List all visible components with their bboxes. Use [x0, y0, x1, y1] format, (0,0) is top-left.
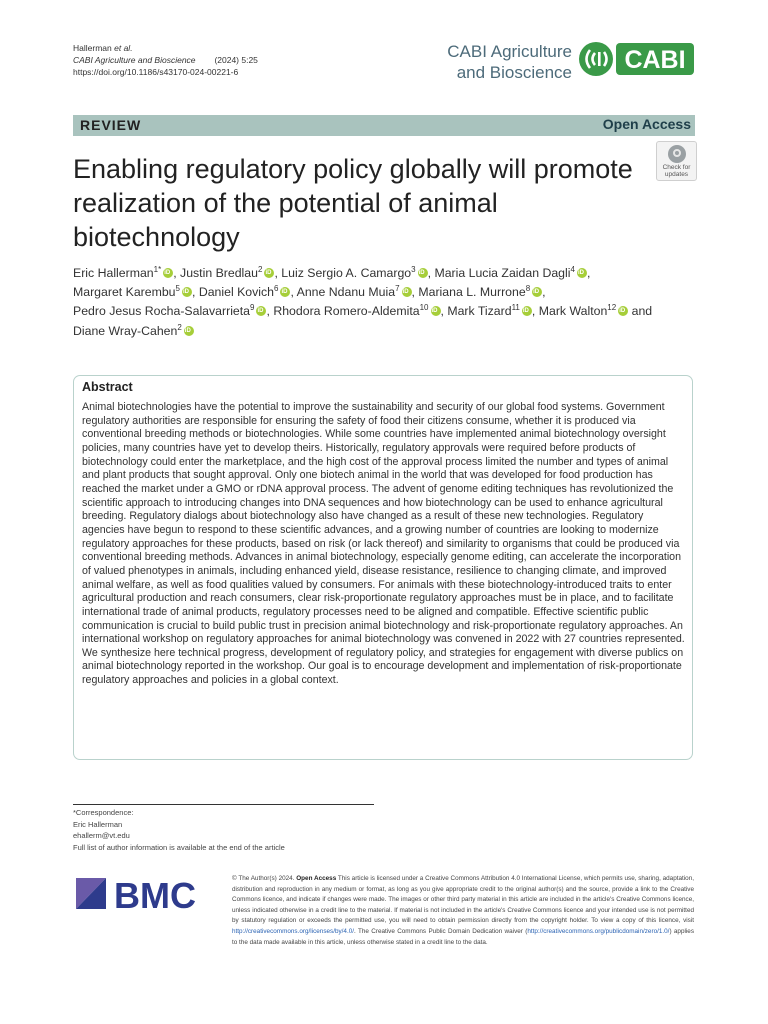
cabi-logo: [578, 40, 695, 78]
orcid-icon[interactable]: [431, 306, 441, 316]
orcid-icon[interactable]: [402, 287, 412, 297]
orcid-icon[interactable]: [522, 306, 532, 316]
journal-name: CABI Agriculture and Bioscience: [447, 42, 572, 82]
article-title: Enabling regulatory policy globally will promote realization of the potential of animal biotechnology: [73, 154, 633, 252]
header-doi-link[interactable]: https://doi.org/10.1186/s43170-024-00221-6: [73, 67, 239, 77]
cabi-logo-text: CABI: [624, 46, 686, 74]
open-access-label: Open Access: [602, 116, 691, 132]
author-name[interactable]: Maria Lucia Zaidan Dagli: [434, 266, 571, 280]
running-header: [73, 42, 258, 78]
author-name[interactable]: Eric Hallerman: [73, 266, 154, 280]
orcid-icon[interactable]: [264, 268, 274, 278]
author-name[interactable]: Anne Ndanu Muia: [296, 285, 396, 300]
check-updates-icon: [668, 145, 686, 163]
cc0-waiver-link[interactable]: http://creativecommons.org/publicdomain/zero/1.0/: [527, 927, 670, 935]
correspondence-note: *Correspondence: Eric Hallerman ehallerm@vt.edu Full list of author information is available at the end of the article: [73, 808, 285, 852]
check-for-updates-button[interactable]: Check for updates: [656, 141, 697, 181]
orcid-icon[interactable]: [182, 287, 192, 297]
author-name[interactable]: Diane Wray-Cahen: [73, 323, 178, 338]
bmc-logo-text: BMC: [114, 876, 196, 911]
cc-by-license-link[interactable]: http://creativecommons.org/licenses/by/4.0/: [232, 927, 354, 935]
orcid-icon[interactable]: [256, 306, 266, 316]
header-citation: CABI Agriculture and Bioscience (2024) 5:25: [73, 55, 258, 65]
orcid-icon[interactable]: [418, 268, 428, 278]
abstract-box: [73, 375, 693, 760]
correspondence-email-link[interactable]: ehallerm@vt.edu: [73, 831, 130, 840]
author-list: Eric Hallerman$^{1*}$iD , Justin Bredlau$^2$iD , Luiz Sergio A. Camargo$^3$iD , Maria Lucia Zaidan Dagli$^4$iD , Margaret Karembu$^5$iD , Daniel Kovich$^6$iD , Anne Ndanu Muia$^7$iD , Mariana L. Murrone$^8$iD , Pedro Jesus Rocha-Salavarrieta$^9$iD , Rhodora Romero-Aldemita$^{10}$iD , Mark Tizard$^{11}$iD , Mark Walton$^{12}$iD and Diane Wray-Cahen$^2$iD: [73, 264, 695, 341]
author-name[interactable]: Daniel Kovich: [198, 285, 275, 300]
abstract-text: Animal biotechnologies have the potential to improve the sustainability and security of our global food systems. Government regulatory authorities are responsible for ensuring the safety of food their citizens consume, whether it is produced via conventional breeding methods or biotechnologies. While some countries have implemented animal biotechnology oversight policies, many countries have yet to develop theirs. Historically, regulatory approvals were required before products of biotechnology could enter the marketplace, and the high cost of the approval process limited the number and types of animal and plant products that sought approval. Only one biotech animal in the world that was developed for food production has reached the market under a GMO or rDNA approval process. The advent of genome editing techniques has revolutionized the scientific approach to introducing changes into DNA sequences and how biotechnology can be used to enhance agricultural breeding. Regulatory dialogs about biotechnology also have changed as a result of these new technologies. Regulatory agencies have begun to respond to these scientific advances, and a growing number of countries are looking to modernize regulatory approaches for these products, based on risk (or lack thereof) and similarity to organisms that could be produced via conventional breeding methods. Advances in animal biotechnology, especially genome editing, can accelerate the incorporation of valued phenotypes in animals, including enhanced yield, disease resistance, resilience to changing climate, and improved animal welfare, as well as food qualities valued by consumers. For animals with these biotechnology-introduced traits to enter agricultural production and reach consumers, clear risk-proportionate regulatory approaches must be in place, and to facilitate international trade of animal products, regulatory processes need to be aligned and compatible. Effective scientific public communication is crucial to build public trust in precision animal biotechnology and risk-proportionate regulatory approaches. An international workshop on regulatory approaches for animal biotechnology was convened in 2022 with 27 countries represented. We synthesize here technical progress, development of regulatory policy, and strategies for engagement with diverse publics on animal biotechnology reported in the workshop. Our goal is to encourage development and implementation of risk-proportionate regulatory approaches and policies in a global context.: [82, 401, 685, 687]
author-name[interactable]: Mariana L. Murrone: [418, 285, 526, 300]
article-type-bar: [73, 115, 695, 136]
footnote-divider: [73, 804, 374, 805]
orcid-icon[interactable]: [532, 287, 542, 297]
author-name[interactable]: Luiz Sergio A. Camargo: [281, 266, 412, 280]
orcid-icon[interactable]: [163, 268, 173, 278]
bmc-logo: [76, 876, 214, 911]
author-name[interactable]: Pedro Jesus Rocha-Salavarrieta: [73, 304, 251, 319]
header-authors: Hallerman et al.: [73, 43, 133, 53]
orcid-icon[interactable]: [577, 268, 587, 278]
author-name[interactable]: Rhodora Romero-Aldemita: [273, 304, 420, 319]
author-name[interactable]: Margaret Karembu: [73, 285, 176, 300]
author-name[interactable]: Justin Bredlau: [180, 266, 258, 280]
author-name[interactable]: Mark Walton: [538, 304, 608, 319]
author-name[interactable]: Mark Tizard: [447, 304, 512, 319]
orcid-icon[interactable]: [280, 287, 290, 297]
orcid-icon[interactable]: [618, 306, 628, 316]
license-text: © The Author(s) 2024. Open Access This article is licensed under a Creative Commons Attribution 4.0 International License, which permits use, sharing, adaptation, distribution and reproduction in any medium or format, as long as you give appropriate credit to the original author(s) and the source, provide a link to the Creative Commons licence, and indicate if changes were made. The images or other third party material in this article are included in the article's Creative Commons licence, unless indicated otherwise in a credit line to the material. If material is not included in the article's Creative Commons licence and your intended use is not permitted by statutory regulation or exceeds the permitted use, you will need to obtain permission directly from the copyright holder. To view a copy of this licence, visit http://creativecommons.org/licenses/by/4.0/. The Creative Commons Public Domain Dedication waiver (http://creativecommons.org/publicdomain/zero/1.0/) applies to the data made available in this article, unless otherwise stated in a credit line to the data.: [232, 875, 695, 946]
orcid-icon[interactable]: [184, 326, 194, 336]
article-type-label: REVIEW: [80, 117, 142, 133]
abstract-heading: Abstract: [82, 380, 133, 394]
